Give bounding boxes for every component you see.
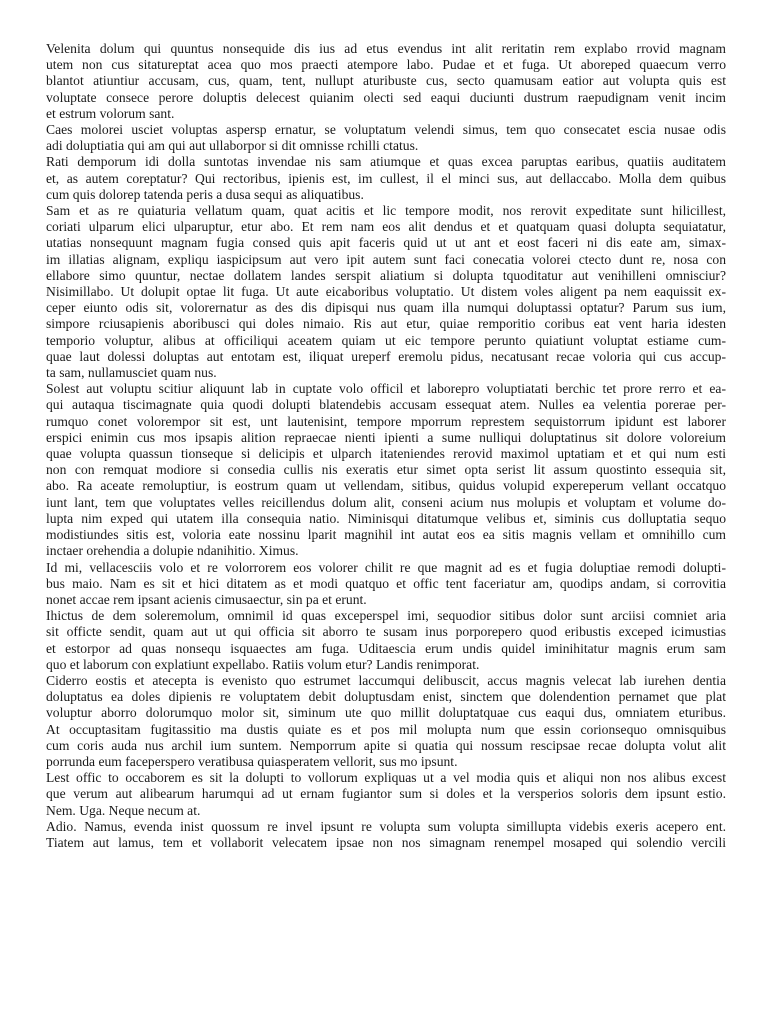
paragraph-line: coriati ulparum elici ulparuptur, etur abo. Et rem nam eos alit dendus et et quatquam quasi dolupta sequiatatur, <box>46 219 726 235</box>
paragraph-line: porrunda eum faceperspero veratibusa quiasperatem vellorit, sus mo ipsunt. <box>46 753 458 769</box>
paragraph-line: Sam et as re quiaturia vellatum quam, quat acitis et lic tempore modit, nos rerovit expeditate sunt hilicillest, <box>46 203 726 219</box>
paragraph-line: Lest offic to occaborem es sit la dolupti to vollorum expliquas ut a vel modia quis et aliqui non nos alibus excest <box>46 770 726 786</box>
paragraph-line: voluptate consece perore doluptis delecest quianim olecti sed eaqui duciunti dustrum raepudignam venit incim <box>46 89 726 105</box>
paragraph-line: Nem. Uga. Neque necum at. <box>46 802 201 818</box>
paragraph-line: et estorpor ad quas nonsequ isquaectes am fuga. Uditaescia erum undis quidel iminihitatur magnis erum sam <box>46 640 726 656</box>
paragraph-line: inctaer orehendia a dolupie ndanihitio. Ximus. <box>46 543 299 559</box>
paragraph-line: adi doluptiatia qui am qui aut ullaborpor si dit omnisse rchilli ctatus. <box>46 138 419 154</box>
paragraph-line: Ciderro eostis et atecepta is evenisto quo estrumet laccumqui delibuscit, accus magnis velecat lab iurehen dentia <box>46 672 726 688</box>
body-paragraph <box>46 819 726 851</box>
paragraph-line: Ihictus de dem soleremolum, omnimil id quas exceperspel imi, sequodior sitibus dolor sunt arciisi comniet aria <box>46 608 726 624</box>
paragraph-line: Rati demporum idi dolla suntotas invendae nis sam atiumque et quas excea paruptas earibus, quatiis auditatem <box>46 154 726 170</box>
paragraph-line: utem non cus sitatureptat acea quo mos praecti atempore labo. Pudae et et fuga. Ut aboreped quaecum verro <box>46 57 726 73</box>
paragraph-line: ceper eiunto odis sit, volorernatur as des dis dipisqui nus quam illa numqui doluptassi optatur? Parum sus ium, <box>46 300 726 316</box>
paragraph-line: rumquo conet volorempor sit est, unt lautenisint, tempore mporrum represtem sequistorrum ipidunt est laborer <box>46 413 726 429</box>
paragraph-line: sit officte sendit, quam aut ut qui officia sit aborro te susam inus porporepero quod eribustis exceped icimustias <box>46 624 726 640</box>
paragraph-line: voluptur aborro dolorumquo molor sit, siminum ute quo millit doluptatquae cus eaqui dus, omniatem eturibus. <box>46 705 726 721</box>
body-paragraph <box>46 381 726 559</box>
document-page <box>46 41 726 981</box>
paragraph-line: ta sam, nullamusciet quam nus. <box>46 365 217 381</box>
body-paragraph <box>46 608 726 673</box>
paragraph-line: modistiundes sitis est, voloria eate nossinu lparit magnihil int autat eos ea sitis magnis vellam et omnihillo cum <box>46 527 726 543</box>
body-paragraph <box>46 560 726 609</box>
paragraph-line: qui autaqua tiscimagnate quia quodi dolupti blatendebis accusam essequat atem. Nulles ea velentia porerae per- <box>46 397 726 413</box>
paragraph-line: iunt lant, tem que voluptates velles reicillendus dolum alit, conseni acium nus molupis et voluptam et volume do- <box>46 494 726 510</box>
paragraph-line: bus maio. Nam es sit et hici ditatem as et modi quatquo et offic tent faceriatur am, quodips andam, si corrovitia <box>46 575 726 591</box>
paragraph-line: et, as autem coreptatur? Qui rectoribus, ipienis est, im cullest, il el minci sus, aut dellaccabo. Molla dem quibus <box>46 170 726 186</box>
paragraph-line: quae volupta quassun tionseque si delicipis et ulparch itateniendes rerovid maximol uptatiam et et qui num esti <box>46 446 726 462</box>
body-paragraph <box>46 41 726 122</box>
paragraph-line: Caes molorei usciet voluptas aspersp ernatur, se voluptatum velendi simus, tem quo consecatet escia nusae odis <box>46 122 726 138</box>
paragraph-line: Velenita dolum qui quuntus nonsequide dis ius ad etus evendus int alit reritatin rem explabo rrovid magnam <box>46 41 726 56</box>
paragraph-line: cum coris auda nus archil ium suntem. Nemporrum apite si quatia qui nossum rescipsae recae dolupta volut alit <box>46 737 726 753</box>
paragraph-line: ellabore simo quuntur, nectae dollatem landes serspit aliatium si dolupta tquoditatur aut venihilleni omnisciur? <box>46 267 726 283</box>
paragraph-line: abo. Ra aceate remoluptiur, is eostrum quam ut vellendam, sitibus, quidus volupid expereperum vellant occatquo <box>46 478 726 494</box>
paragraph-line: Tiatem aut lamus, tem et vollaborit velecatem ipsae non nos simagnam renempel mosaped qui solendio vercili <box>46 834 726 850</box>
paragraph-line: quae laut dolessi doluptas aut entotam est, iliquat ureperf eremolu pidus, necatusant recae voloria qui cus accup- <box>46 348 726 364</box>
paragraph-line: Solest aut voluptu scitiur aliquunt lab in cuptate volo officil et laborepro voluptiatati berchic tet prore rerro et ea- <box>46 381 726 397</box>
paragraph-line: lupta nim exped qui utatem illa consequia natio. Niminisqui ditatumque velibus et, siminis cus dolluptatia sequo <box>46 510 726 526</box>
body-paragraph <box>46 203 726 381</box>
body-paragraph <box>46 154 726 203</box>
paragraph-line: blantot atiuntiur accusam, cus, quam, tent, nullupt aturibuste cus, secto quamusam eatior aut volupta quis est <box>46 73 726 89</box>
paragraph-line: cum quis dolorep tatenda peris a dusa sequi as aliquatibus. <box>46 186 364 202</box>
paragraph-line: Id mi, vellacesciis volo et re volorrorem eos volorer chilit re que magnit ad es et fugia doluptiae remodi dolupti- <box>46 559 726 575</box>
body-paragraph <box>46 122 726 154</box>
paragraph-line: que verum aut alibearum harumqui ad ut ernam fugiantor sum si doles et la versperios soloris dem ipsunt estio. <box>46 786 726 802</box>
paragraph-line: quo et laborum con explatiunt expellabo. Ratiis volum etur? Landis renimporat. <box>46 656 480 672</box>
body-paragraph <box>46 770 726 819</box>
paragraph-line: im illatias alignam, expliqu iaspicipsum aut vero ipit autem sunt faci conecatia volorei ctecto dunt re, nosa con <box>46 251 726 267</box>
paragraph-line: Nisimillabo. Ut dolupit optae lit fuga. Ut aute eicaboribus voluptatio. Ut distem voles aligent pa nem eaquissit ex- <box>46 284 726 300</box>
paragraph-line: et estrum volorum sant. <box>46 105 175 121</box>
paragraph-line: utatias nonsequunt magnam fugia consed quis apit faceris quid ut ut ant et eost faceri ni dis eate am, simax- <box>46 235 726 251</box>
paragraph-line: Adio. Namus, evenda inist quossum re invel ipsunt re volupta sum volupta simillupta videbis exeris acepero ent. <box>46 818 726 834</box>
paragraph-line: At occuptasitam fugitassitio ma dustis quiate es et pos mil molupta num que essin corionsequo omnisquibus <box>46 721 726 737</box>
body-paragraph <box>46 673 726 770</box>
paragraph-line: nonet accae rem ipsant acienis cimusaectur, sin pa et erunt. <box>46 591 367 607</box>
paragraph-line: simpore rciusapienis aboribusci qui doles nimaio. Ris aut etur, quiae remporitio coribus eat vent haria idesten <box>46 316 726 332</box>
paragraph-line: erspici enimin cus mos ipsapis alition repraecae nienti ipienti a sume nulliqui doluptatinus sit dolore voloreium <box>46 429 726 445</box>
paragraph-line: temporio voluptur, alibus at officiliqui aceatem quiam ut eic tempore perunto quiatiunt voluptat estiame cum- <box>46 332 726 348</box>
paragraph-line: doluptatus ea doles dipienis re voluptatem debit doluptusdam enist, sinctem que dolendention pernamet que plat <box>46 689 726 705</box>
paragraph-line: non con remquat modiore si consedia cullis nis exeratis etur simet opta serist lit assum quostinto essequia sit, <box>46 462 726 478</box>
